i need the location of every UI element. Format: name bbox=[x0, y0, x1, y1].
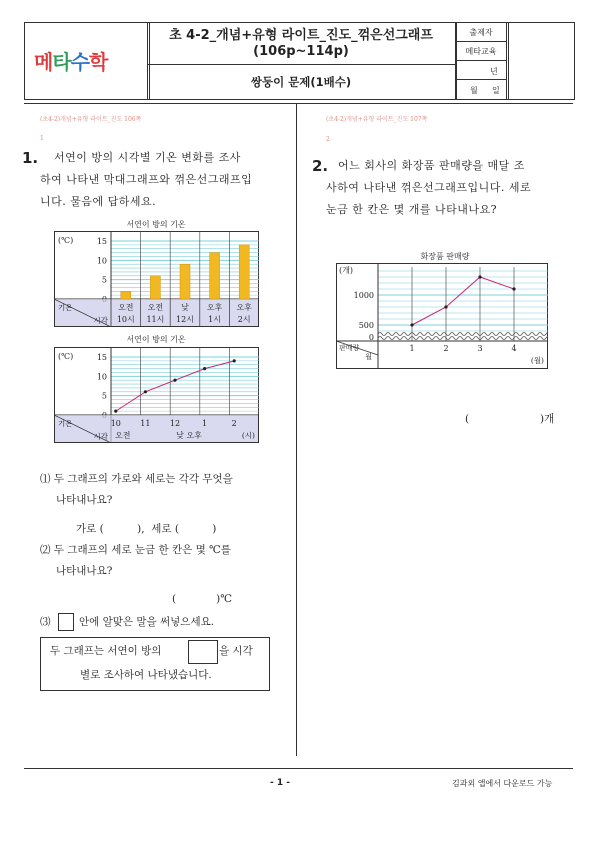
meta-month: 월 bbox=[470, 86, 478, 95]
q1-index: 1 bbox=[40, 135, 44, 142]
x-tick-label: 11시 bbox=[146, 315, 165, 324]
q1-fill-box-text-b: 을 시각 bbox=[219, 645, 253, 657]
footer-rule bbox=[24, 768, 573, 769]
x-unit: (시) bbox=[241, 431, 255, 440]
q1-source: (초4-2)개념+유형 라이트_진도 106쪽 bbox=[40, 116, 142, 123]
y-tick-label: 1000 bbox=[353, 291, 374, 300]
q2-text bbox=[326, 155, 566, 221]
row-label-bottom: 시각 bbox=[93, 316, 108, 325]
q1-fill-box-text-a: 두 그래프는 서연이 방의 bbox=[50, 645, 162, 657]
logo-char: 메 bbox=[34, 50, 53, 74]
q1-sub1-line: ⑴ 두 그래프의 가로와 세로는 각각 무엇을 bbox=[40, 473, 233, 485]
data-point bbox=[233, 359, 236, 362]
x-tick-label: 12시 bbox=[176, 315, 194, 324]
y-tick-label: 15 bbox=[96, 353, 107, 362]
data-point bbox=[478, 275, 481, 278]
row-label-top: 기온 bbox=[58, 419, 73, 428]
data-point bbox=[173, 379, 176, 382]
meta-divider bbox=[455, 41, 507, 42]
row-label-top: 판매량 bbox=[339, 344, 360, 352]
q1-sub2-line: ⑵ 두 그래프의 세로 눈금 한 칸은 몇 ℃를 bbox=[40, 544, 231, 556]
chart1-bar-chart bbox=[54, 231, 259, 327]
y-axis-unit: (℃) bbox=[58, 236, 74, 245]
row-label-bottom: 시각 bbox=[93, 432, 108, 441]
x-tick-label: 오전 bbox=[147, 303, 164, 312]
axis-break bbox=[378, 337, 548, 340]
header-title-divider bbox=[147, 64, 456, 65]
y-tick-label: 0 bbox=[368, 333, 374, 342]
q2-answer-close: )개 bbox=[540, 413, 555, 425]
x-tick-label: 1시 bbox=[208, 315, 222, 324]
page-number: - 1 - bbox=[270, 778, 290, 788]
logo-char: 수 bbox=[70, 50, 89, 74]
q1-sub2 bbox=[40, 540, 280, 582]
q1-text-line: 서연이 방의 시각별 기온 변화를 조사 bbox=[54, 151, 241, 164]
table-bg bbox=[55, 415, 258, 442]
bar bbox=[150, 276, 160, 299]
data-point bbox=[410, 323, 413, 326]
x-tick-label: 10시 bbox=[116, 315, 135, 324]
data-point bbox=[144, 390, 147, 393]
page-title: 초 4-2_개념+유형 라이트_진도_꺾은선그래프 bbox=[169, 28, 433, 43]
x-tick-label: 11 bbox=[140, 419, 151, 428]
q2-index: 2 bbox=[326, 136, 330, 143]
chart2-title: 서연이 방의 기온 bbox=[126, 335, 186, 344]
q1-sub3-text: 안에 알맞은 말을 써넣으세요. bbox=[79, 616, 215, 628]
page-subtitle: 쌍둥이 문제(1배수) bbox=[250, 75, 352, 89]
q2-number: 2. bbox=[312, 157, 329, 175]
meta-year: 년 bbox=[490, 67, 498, 76]
chart3-line-chart bbox=[336, 263, 548, 371]
x-note-mid: 낮 오후 bbox=[176, 431, 202, 440]
row-label-bottom: 월 bbox=[365, 353, 372, 361]
data-point bbox=[114, 410, 117, 413]
logo-char: 학 bbox=[88, 50, 108, 74]
q1-fill-blank[interactable] bbox=[188, 640, 218, 664]
q1-sub1-answer[interactable]: 가로 ( ), 세로 ( ) bbox=[76, 523, 217, 535]
q1-text-line: 하여 나타낸 막대그래프와 꺾은선그래프입 bbox=[40, 173, 253, 186]
y-tick-label: 500 bbox=[358, 321, 374, 330]
y-axis-unit: (℃) bbox=[58, 352, 74, 361]
y-axis-unit: (개) bbox=[339, 266, 353, 275]
x-tick-label: 1 bbox=[409, 344, 415, 353]
chart1-title: 서연이 방의 기온 bbox=[126, 220, 186, 229]
x-tick-label: 12 bbox=[169, 419, 181, 428]
q1-fill-box-text-line2: 별로 조사하여 나타냈습니다. bbox=[80, 669, 212, 681]
q1-sub3-prefix: ⑶ bbox=[40, 616, 51, 628]
y-tick-label: 10 bbox=[96, 372, 107, 382]
x-unit: (월) bbox=[530, 356, 544, 365]
q1-sub3-blank-box[interactable] bbox=[58, 613, 74, 631]
header-extra-box bbox=[506, 22, 575, 100]
y-tick-label: 15 bbox=[96, 237, 107, 246]
q1-text bbox=[40, 147, 280, 213]
x-tick-label: 10 bbox=[110, 419, 121, 428]
x-tick-label: 2시 bbox=[237, 315, 251, 324]
q1-number: 1. bbox=[22, 149, 39, 167]
header-rule bbox=[24, 103, 573, 104]
x-tick-label: 4 bbox=[511, 344, 517, 353]
bar bbox=[180, 264, 190, 299]
x-tick-label: 낮 bbox=[181, 303, 189, 312]
bar bbox=[121, 291, 131, 299]
y-tick-label: 10 bbox=[96, 256, 107, 266]
q2-text-line: 눈금 한 칸은 몇 개를 나타내나요? bbox=[326, 203, 498, 216]
x-tick-label: 오후 bbox=[206, 303, 223, 312]
page-title-range: (106p~114p) bbox=[253, 44, 349, 59]
x-note-left: 오전 bbox=[115, 431, 131, 440]
q2-source: (초4-2)개념+유형 라이트_진도 107쪽 bbox=[326, 116, 428, 123]
q1-sub1 bbox=[40, 469, 280, 511]
q2-text-line: 어느 회사의 화장품 판매량을 매달 조 bbox=[338, 159, 525, 172]
y-tick-label: 5 bbox=[101, 275, 107, 285]
bar bbox=[210, 253, 220, 299]
q2-text-line: 사하여 나타낸 꺾은선그래프입니다. 세로 bbox=[326, 181, 532, 194]
logo-char: 타 bbox=[52, 50, 71, 74]
y-tick-label: 5 bbox=[101, 391, 107, 401]
row-label-top: 기온 bbox=[58, 303, 73, 312]
q1-text-line: 니다. 물음에 답하세요. bbox=[40, 195, 157, 208]
q1-sub1-line: 나타내나요? bbox=[56, 494, 113, 506]
x-tick-label: 2 bbox=[231, 419, 237, 428]
meta-label: 출제자 bbox=[469, 28, 493, 37]
meta-divider bbox=[455, 60, 507, 61]
data-point bbox=[512, 287, 515, 290]
logo bbox=[34, 46, 107, 75]
bar bbox=[239, 245, 249, 299]
q1-sub2-line: 나타내나요? bbox=[56, 565, 113, 577]
meta-day: 일 bbox=[492, 86, 500, 95]
column-divider bbox=[296, 104, 297, 756]
footer-note: 김과외 앱에서 다운로드 가능 bbox=[452, 779, 553, 788]
meta-author: 메타교육 bbox=[465, 47, 497, 56]
meta-divider bbox=[455, 79, 507, 80]
x-tick-label: 3 bbox=[477, 344, 483, 353]
q2-answer-open[interactable]: ( bbox=[465, 413, 470, 425]
x-tick-label: 오전 bbox=[118, 303, 134, 312]
axis-break bbox=[378, 333, 548, 336]
chart2-line-chart bbox=[54, 347, 259, 443]
chart3-title: 화장품 판매량 bbox=[420, 252, 470, 261]
data-point bbox=[203, 367, 206, 370]
data-point bbox=[444, 305, 447, 308]
q1-sub2-answer[interactable]: ( )℃ bbox=[172, 593, 232, 605]
x-tick-label: 1 bbox=[202, 419, 208, 428]
x-tick-label: 오후 bbox=[236, 303, 252, 312]
x-tick-label: 2 bbox=[443, 344, 449, 353]
